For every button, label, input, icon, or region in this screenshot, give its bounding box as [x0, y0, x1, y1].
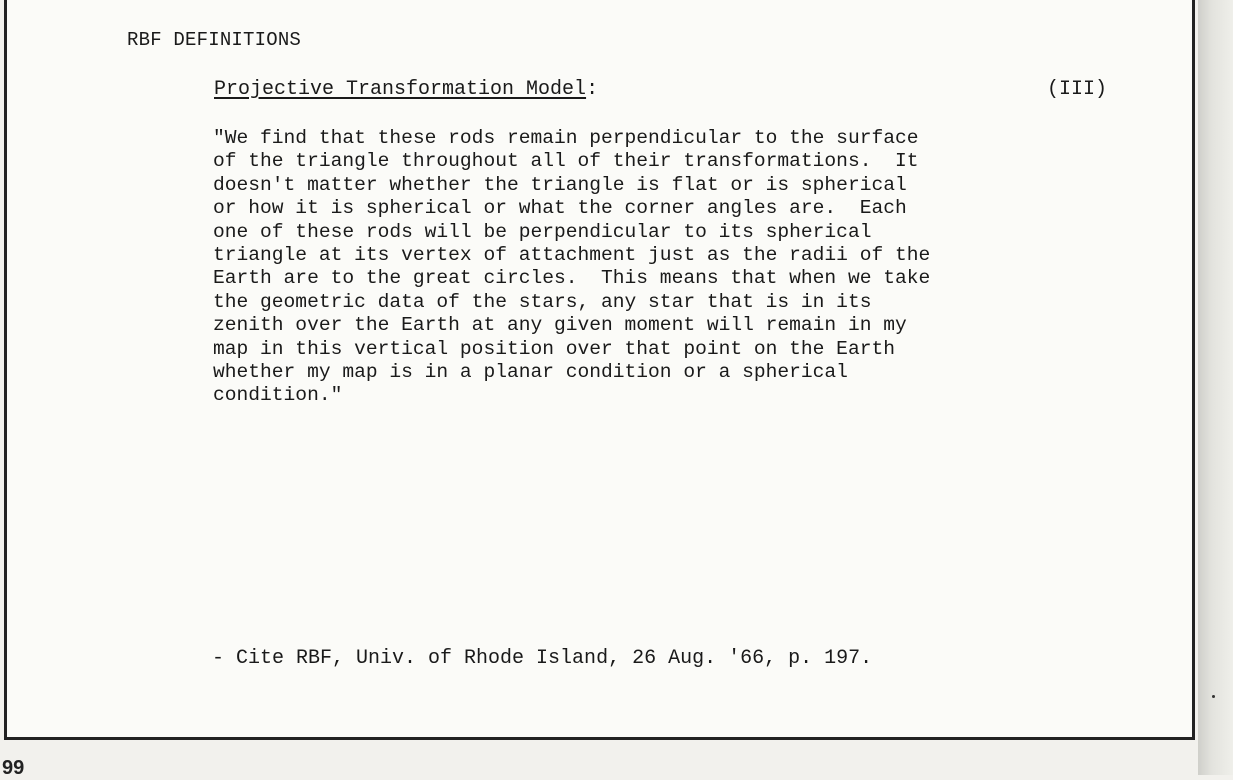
quote-line: whether my map is in a planar condition or a spherical	[213, 361, 848, 384]
model-number: (III)	[1047, 78, 1108, 101]
definition-card	[4, 0, 1195, 740]
quote-line: condition."	[213, 384, 343, 407]
quote-line: zenith over the Earth at any given moment will remain in my	[213, 314, 907, 337]
section-title: RBF DEFINITIONS	[127, 29, 302, 51]
quote-line: Earth are to the great circles. This means that when we take	[213, 267, 931, 290]
page-number: 99	[2, 757, 25, 779]
quote-line: triangle at its vertex of attachment just as the radii of the	[213, 244, 931, 267]
quote-line: one of these rods will be perpendicular to its spherical	[213, 220, 872, 243]
quote-line: or how it is spherical or what the corner angles are. Each	[213, 197, 907, 220]
model-heading-colon: :	[586, 78, 599, 101]
quote-line: "We find that these rods remain perpendicular to the surface	[213, 127, 919, 149]
quote-line: map in this vertical position over that point on the Earth	[213, 337, 895, 360]
quote-line: of the triangle throughout all of their transformations. It	[213, 150, 919, 173]
quote-line: the geometric data of the stars, any star that is in its	[213, 290, 872, 313]
citation: - Cite RBF, Univ. of Rhode Island, 26 Aug. '66, p. 197.	[212, 647, 873, 670]
model-heading-text: Projective Transformation Model	[214, 78, 587, 101]
model-heading	[214, 78, 598, 101]
page-edge-shadow	[1198, 0, 1233, 775]
quote-line: doesn't matter whether the triangle is flat or is spherical	[213, 173, 907, 196]
scan-speck	[1212, 695, 1215, 698]
quote-block	[213, 127, 1073, 408]
